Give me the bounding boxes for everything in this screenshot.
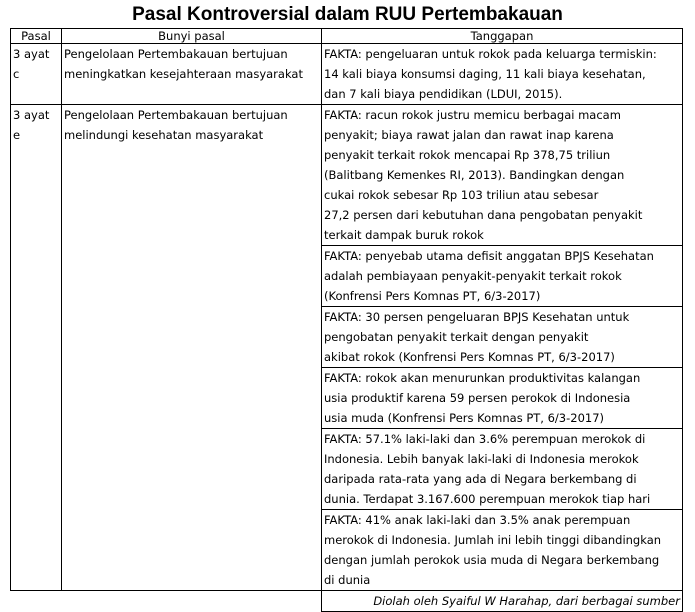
fakta-line: 14 kali biaya konsumsi daging, 11 kali biaya kesehatan, <box>324 67 646 81</box>
cell-bunyi <box>62 44 322 105</box>
fakta-line: usia produktif karena 59 persen perokok di Indonesia <box>324 391 631 405</box>
header-bunyi: Bunyi pasal <box>62 29 322 44</box>
header-tanggapan: Tanggapan <box>322 29 683 44</box>
bunyi-line: Pengelolaan Pertembakauan bertujuan <box>64 108 288 122</box>
pasal-table <box>10 28 683 612</box>
fakta-line: cukai rokok sebesar Rp 103 triliun atau sebesar <box>324 188 599 202</box>
blank-cell <box>62 591 322 612</box>
blank-cell <box>11 591 62 612</box>
fakta-line: dunia. Terdapat 3.167.600 perempuan merokok tiap hari <box>324 492 651 506</box>
table-title: Pasal Kontroversial dalam RUU Pertembakauan <box>132 4 563 25</box>
table-row <box>11 105 683 246</box>
cell-tanggapan <box>322 510 683 591</box>
fakta-line: dengan jumlah perokok usia muda di Negara berkembang <box>324 553 660 567</box>
fakta-line: FAKTA: racun rokok justru memicu berbagai macam <box>324 108 621 122</box>
cell-tanggapan <box>322 368 683 429</box>
fakta-line: 27,2 persen dari kebutuhan dana pengobatan penyakit <box>324 208 643 222</box>
bunyi-line: meningkatkan kesejahteraan masyarakat <box>64 67 303 81</box>
cell-tanggapan <box>322 246 683 307</box>
fakta-line: Indonesia. Lebih banyak laki-laki di Indonesia merokok <box>324 452 639 466</box>
fakta-line: (Konfrensi Pers Komnas PT, 6/3-2017) <box>324 289 541 303</box>
cell-pasal: 3 ayat e <box>11 105 62 591</box>
source-row <box>11 591 683 612</box>
cell-bunyi <box>62 105 322 591</box>
fakta-line: penyakit; biaya rawat jalan dan rawat inap karena <box>324 128 614 142</box>
fakta-line: akibat rokok (Konfrensi Pers Komnas PT, 6/3-2017) <box>324 350 615 364</box>
fakta-line: pengobatan penyakit terkait dengan penyakit <box>324 330 589 344</box>
source-note: Diolah oleh Syaiful W Harahap, dari berbagai sumber <box>322 591 683 612</box>
fakta-line: daripada rata-rata yang ada di Negara berkembang di <box>324 472 637 486</box>
fakta-line: usia muda (Konfrensi Pers Komnas PT, 6/3-2017) <box>324 411 605 425</box>
fakta-line: FAKTA: 41% anak laki-laki dan 3.5% anak perempuan <box>324 513 631 527</box>
fakta-line: merokok di Indonesia. Jumlah ini lebih tinggi dibandingkan <box>324 533 662 547</box>
cell-pasal: 3 ayat c <box>11 44 62 105</box>
fakta-line: FAKTA: pengeluaran untuk rokok pada keluarga termiskin: <box>324 47 657 61</box>
cell-tanggapan <box>322 44 683 105</box>
bunyi-line: Pengelolaan Pertembakauan bertujuan <box>64 47 288 61</box>
header-pasal: Pasal <box>11 29 62 44</box>
fakta-line: terkait dampak buruk rokok <box>324 228 484 242</box>
fakta-line: di dunia <box>324 573 371 587</box>
fakta-line: penyakit terkait rokok mencapai Rp 378,75 triliun <box>324 148 611 162</box>
cell-tanggapan <box>322 429 683 510</box>
cell-tanggapan <box>322 307 683 368</box>
bunyi-line: melindungi kesehatan masyarakat <box>64 128 264 142</box>
header-row <box>11 29 683 44</box>
table-row <box>11 44 683 105</box>
fakta-line: adalah pembiayaan penyakit-penyakit terkait rokok <box>324 269 622 283</box>
fakta-line: FAKTA: 30 persen pengeluaran BPJS Kesehatan untuk <box>324 310 630 324</box>
fakta-line: FAKTA: rokok akan menurunkan produktivitas kalangan <box>324 371 641 385</box>
fakta-line: FAKTA: 57.1% laki-laki dan 3.6% perempuan merokok di <box>324 432 646 446</box>
fakta-line: (Balitbang Kemenkes RI, 2013). Bandingkan dengan <box>324 168 625 182</box>
fakta-line: FAKTA: penyebab utama defisit anggatan BPJS Kesehatan <box>324 249 654 263</box>
cell-tanggapan <box>322 105 683 246</box>
fakta-line: dan 7 kali biaya pendidikan (LDUI, 2015). <box>324 87 563 101</box>
